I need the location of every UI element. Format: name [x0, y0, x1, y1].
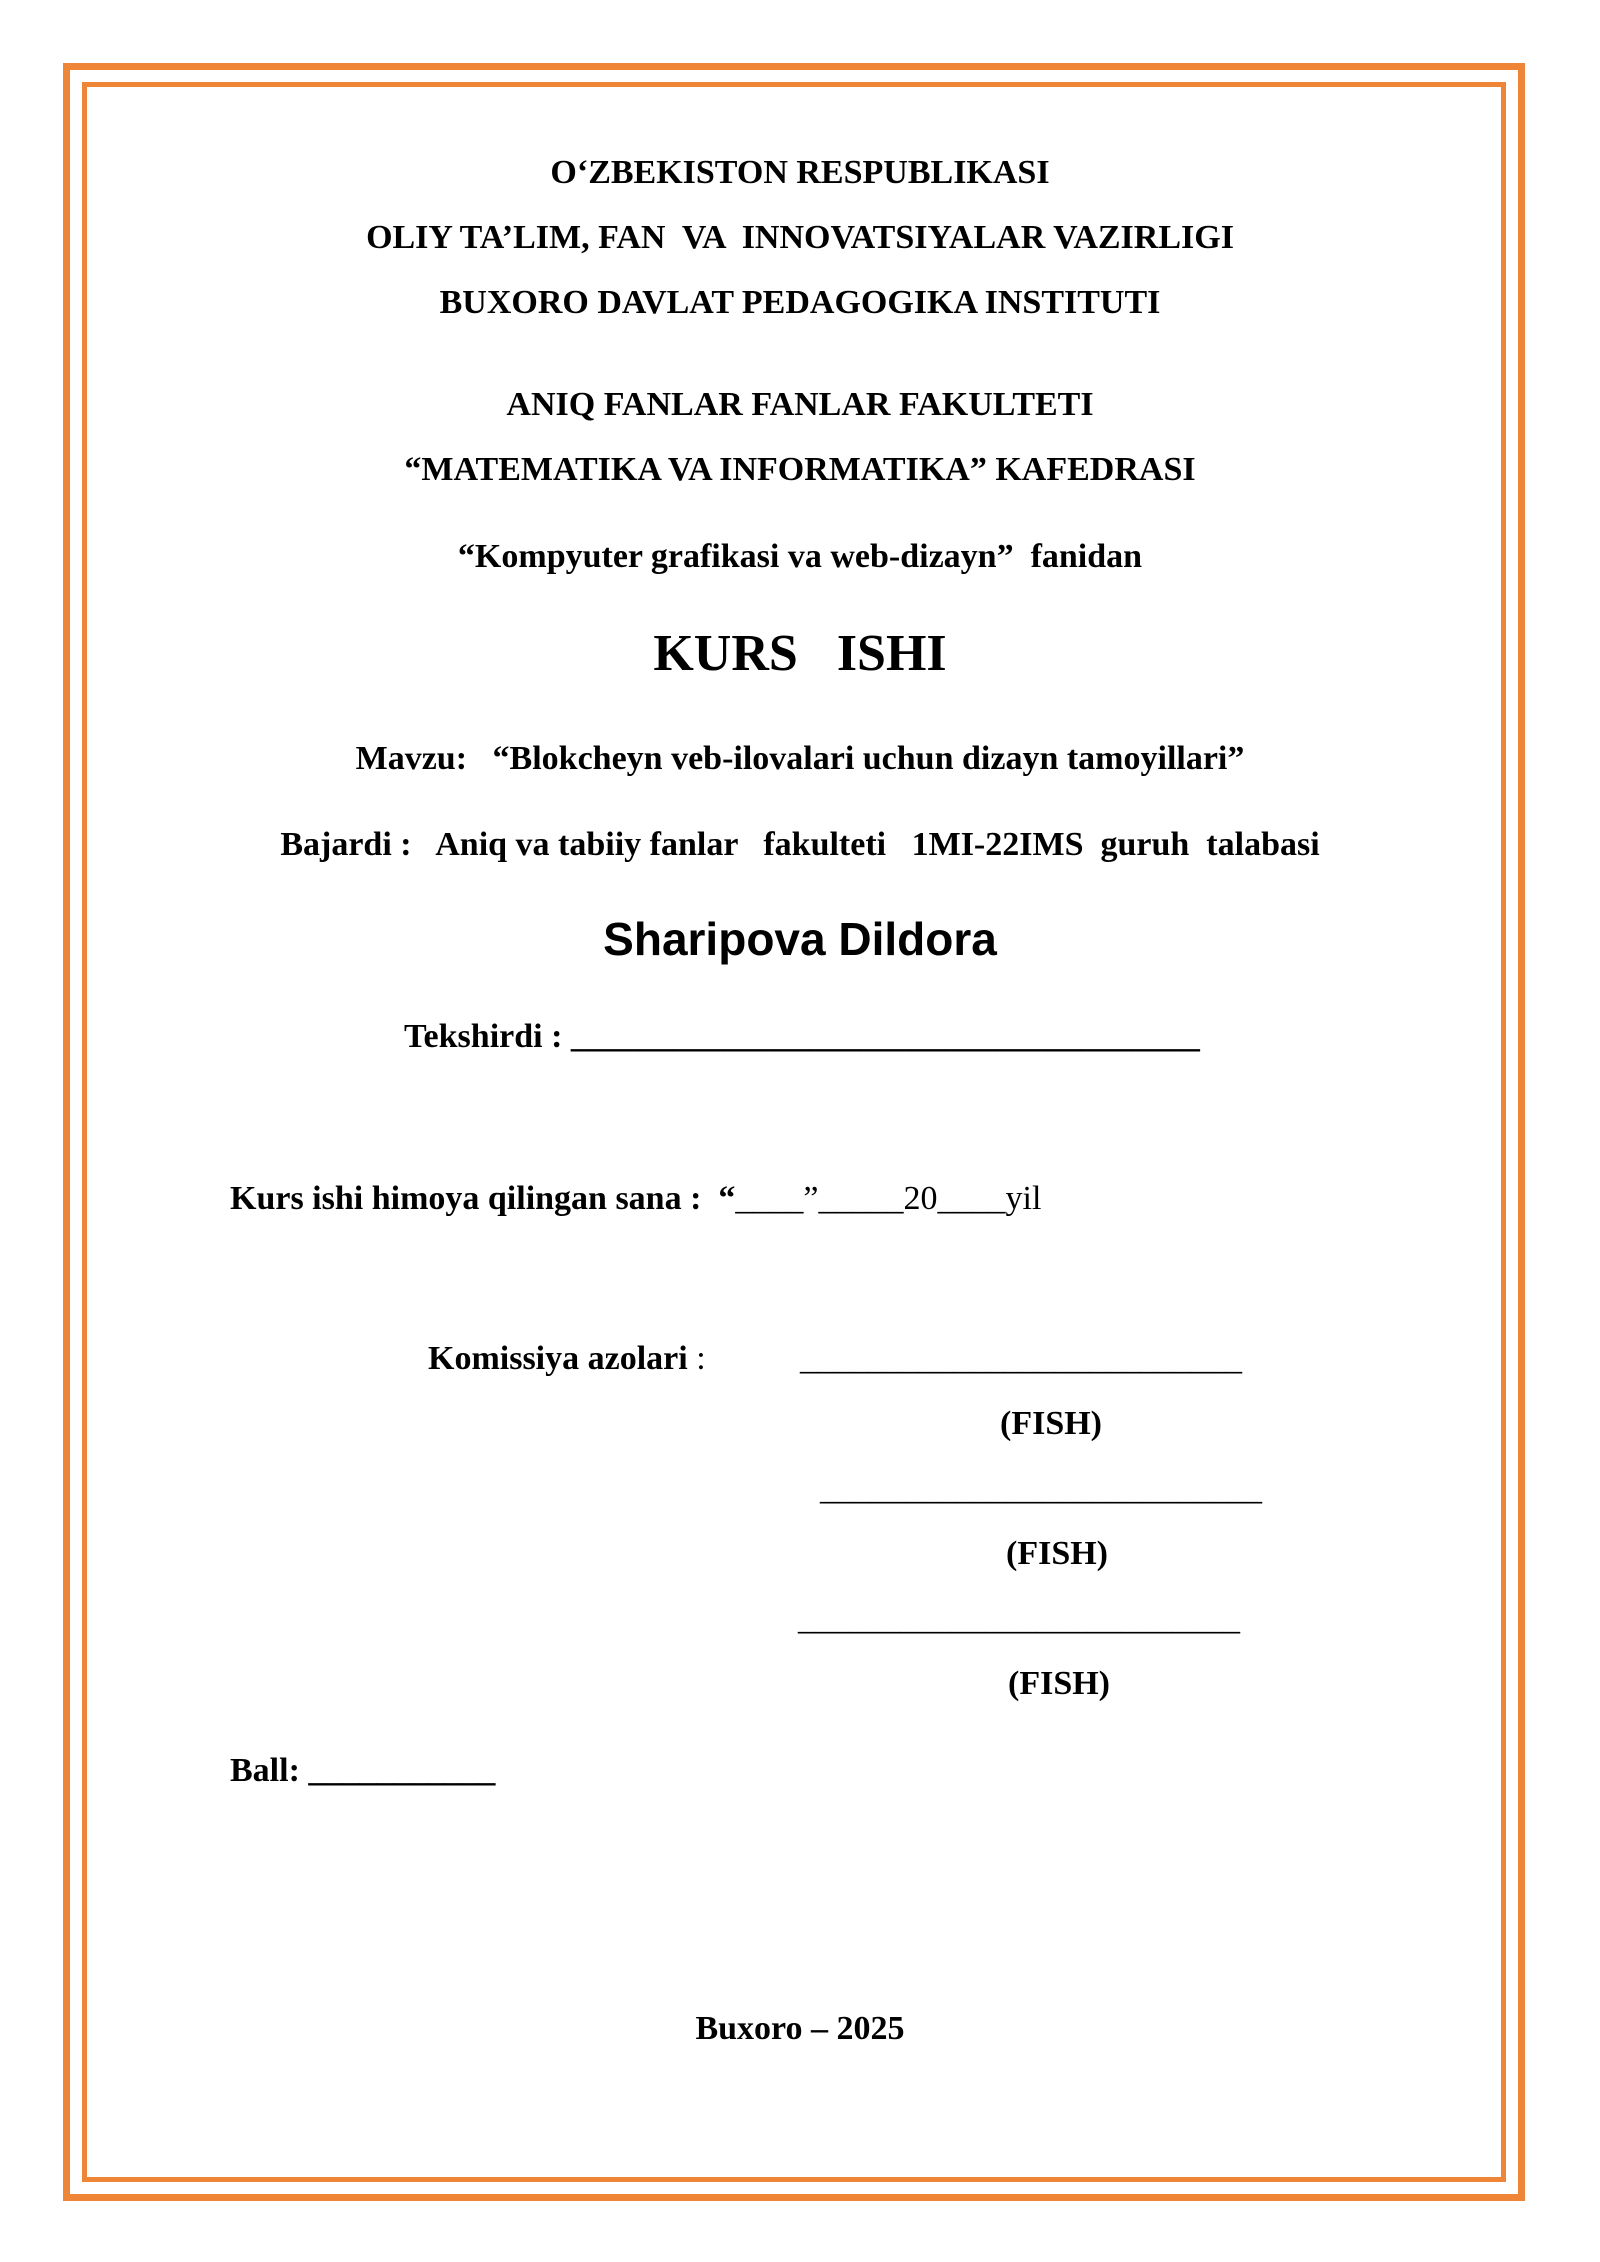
checked-by-line: Tekshirdi : _____________________________________: [404, 1018, 1200, 1055]
commission-fish-label-1: (FISH): [1000, 1405, 1102, 1442]
header-ministry: OLIY TA’LIM, FAN VA INNOVATSIYALAR VAZIRLIGI: [366, 219, 1234, 256]
header-republic: O‘ZBEKISTON RESPUBLIKASI: [550, 154, 1050, 191]
commission-label: Komissiya azolari: [428, 1340, 688, 1377]
defense-date-label: Kurs ishi himoya qilingan sana : “: [230, 1180, 736, 1217]
footer-city-year: Buxoro – 2025: [695, 2010, 905, 2047]
subject-line: “Kompyuter grafikasi va web-dizayn” fanidan: [457, 538, 1143, 575]
commission-fish-label-3: (FISH): [1008, 1665, 1110, 1702]
student-name: Sharipova Dildora: [603, 913, 997, 965]
header-institute: BUXORO DAVLAT PEDAGOGIKA INSTITUTI: [439, 284, 1161, 321]
performer-line: Bajardi : Aniq va tabiiy fanlar fakulteti 1MI-22IMS guruh talabasi: [280, 826, 1320, 863]
commission-signature-line-3: __________________________: [798, 1600, 1240, 1637]
topic-line: Mavzu: “Blokcheyn veb-ilovalari uchun dizayn tamoyillari”: [355, 740, 1245, 777]
commission-fish-label-2: (FISH): [1006, 1535, 1108, 1572]
header-department: “MATEMATIKA VA INFORMATIKA” KAFEDRASI: [404, 451, 1196, 488]
commission-label-line: [428, 1340, 706, 1378]
document-title: KURS ISHI: [653, 625, 947, 682]
commission-signature-line-2: __________________________: [820, 1470, 1262, 1507]
defense-date-line: [230, 1180, 1041, 1218]
commission-colon: :: [687, 1340, 706, 1377]
commission-signature-line-1: __________________________: [800, 1340, 1242, 1377]
header-faculty: ANIQ FANLAR FANLAR FAKULTETI: [506, 386, 1094, 423]
ball-line: Ball: ___________: [230, 1752, 496, 1789]
defense-date-blank: ____”_____20____yil: [735, 1180, 1042, 1217]
